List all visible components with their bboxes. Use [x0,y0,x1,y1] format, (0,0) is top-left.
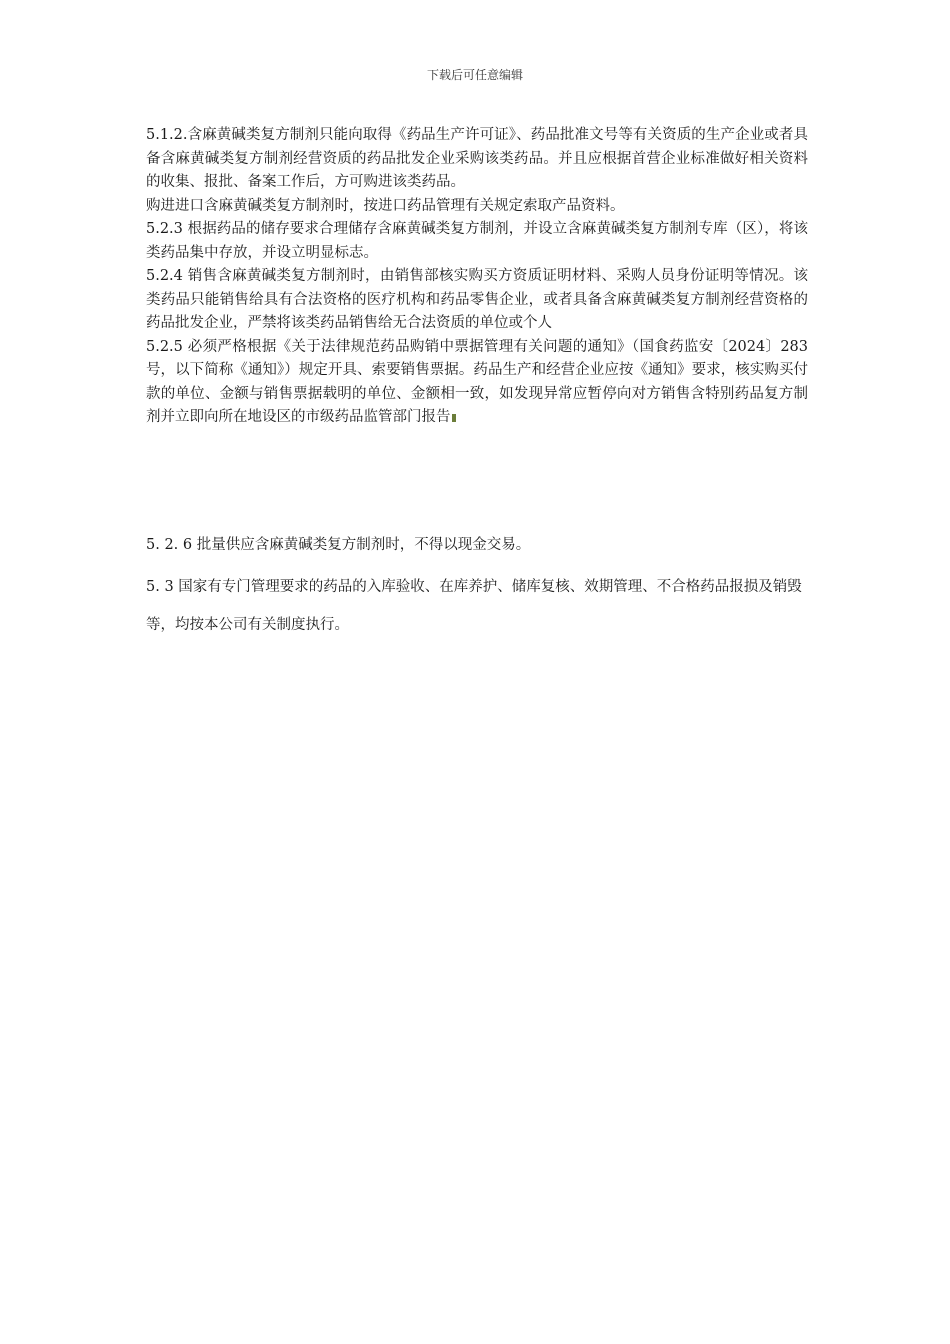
paragraph-5-2-4: 5.2.4 销售含麻黄碱类复方制剂时，由销售部核实购买方资质证明材料、采购人员身份证明等情况。该类药品只能销售给具有合法资格的医疗机构和药品零售企业，或者具备含麻黄碱类复方制剂经营资格的药品批发企业，严禁将该类药品销售给无合法资质的单位或个人 [146,268,808,331]
header-note: 下载后可任意编辑 [426,68,523,82]
paragraph-5-1-2: 5.1.2.含麻黄碱类复方制剂只能向取得《药品生产许可证》、药品批准文号等有关资质的生产企业或者具备含麻黄碱类复方制剂经营资质的药品批发企业采购该类药品。并且应根据首营企业标准做好相关资料的收集、报批、备案工作后，方可购进该类药品。 [146,127,808,190]
document-body-bottom [146,534,808,644]
paragraph-5-2-6: 5. 2. 6 批量供应含麻黄碱类复方制剂时，不得以现金交易。 [146,537,531,553]
paragraph-import-purchase: 购进进口含麻黄碱类复方制剂时，按进口药品管理有关规定索取产品资料。 [146,197,625,214]
paragraph-5-2-5: 5.2.5 必须严格根据《关于法律规范药品购销中票据管理有关问题的通知》（国食药监安〔2024〕283 号，以下简称《通知》）规定开具、索要销售票据。药品生产和经营企业应按《通知》要求，核实购买付款的单位、金额与销售票据载明的单位、金额相一致，如发现异常应暂停向对方销售含特别药品复方制剂并立即向所在地设区的市级药品监管部门报告 [146,338,808,425]
paragraph-5-2-3: 5.2.3 根据药品的储存要求合理储存含麻黄碱类复方制剂，并设立含麻黄碱类复方制剂专库（区），将该类药品集中存放，并设立明显标志。 [146,221,808,261]
paragraph-5-3: 5. 3 国家有专门管理要求的药品的入库验收、在库养护、储库复核、效期管理、不合格药品报损及销毁等，均按本公司有关制度执行。 [146,578,802,633]
paragraph-5-2-5-wrap [146,336,808,430]
paragraph-end-marker-icon [452,414,456,422]
document-body-top [146,124,808,430]
